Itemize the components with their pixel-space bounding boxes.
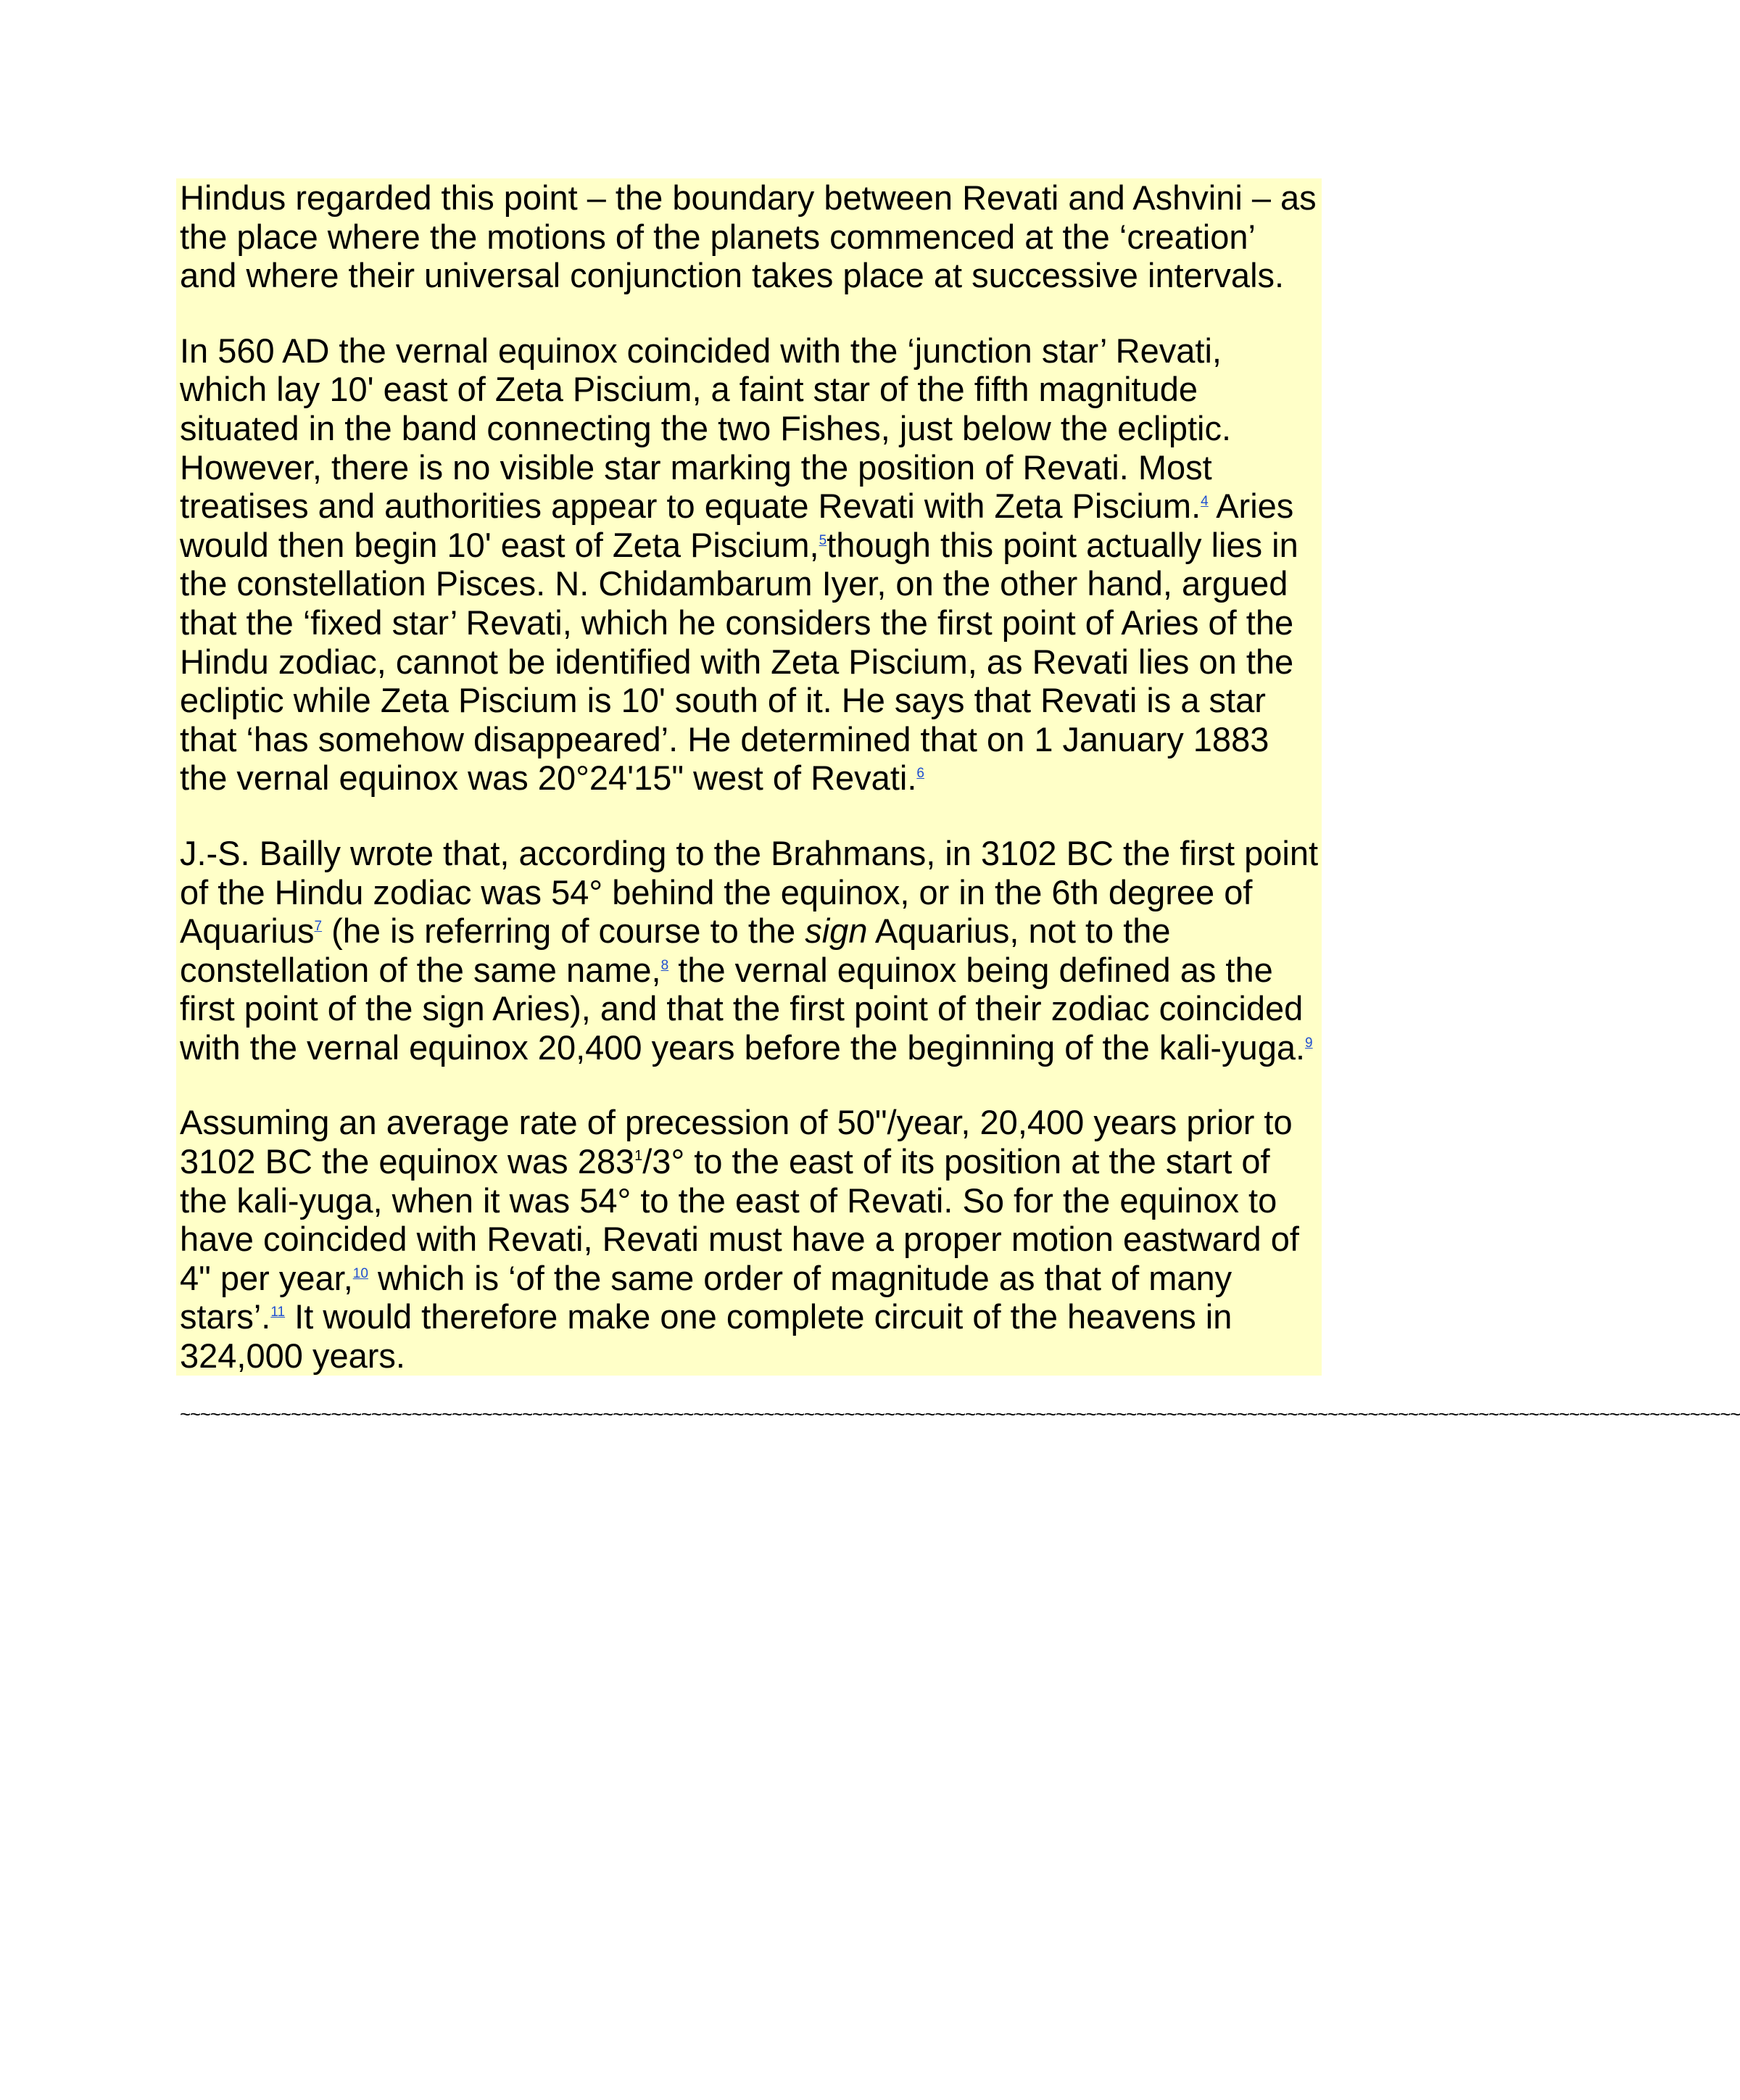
text-line <box>180 1297 1319 1336</box>
text-span: would then begin 10' east of Zeta Piscium, <box>180 525 819 564</box>
text-line <box>180 951 1319 990</box>
text-span: Aquarius <box>180 911 315 951</box>
text-line <box>180 911 1319 951</box>
text-span: 4" per year, <box>180 1258 353 1297</box>
text-line <box>180 758 1319 798</box>
text-span: Aries <box>1208 487 1294 526</box>
text-span: 3102 BC the equinox was 283 <box>180 1142 635 1181</box>
text-line: However, there is no visible star marking the position of Revati. Most <box>180 447 1212 487</box>
text-line: which lay 10' east of Zeta Piscium, a faint star of the fifth magnitude <box>180 370 1198 409</box>
text-span: the vernal equinox was 20°24'15" west of Revati. <box>180 758 917 798</box>
text-line: that ‘has somehow disappeared’. He determined that on 1 January 1883 <box>180 719 1269 758</box>
text-line <box>180 487 1319 526</box>
text-line: 324,000 years. <box>180 1336 405 1376</box>
text-span: constellation of the same name, <box>180 950 661 989</box>
text-span: which is ‘of the same order of magnitude as that of many <box>368 1258 1232 1297</box>
text-line <box>180 1259 1319 1298</box>
footnote-link-6[interactable]: 6 <box>916 766 924 782</box>
paragraph-4 <box>176 1103 1322 1375</box>
footnote-link-5[interactable]: 5 <box>819 532 827 548</box>
text-line: situated in the band connecting the two Fishes, just below the ecliptic. <box>180 408 1232 447</box>
text-span: Aquarius, not to the <box>867 911 1171 951</box>
text-line: first point of the sign Aries), and that the first point of their zodiac coincided <box>180 989 1304 1028</box>
text-line: J.-S. Bailly wrote that, according to the Brahmans, in 3102 BC the first point <box>180 833 1319 872</box>
text-line: that the ‘fixed star’ Revati, which he considers the first point of Aries of the <box>180 603 1294 642</box>
text-line: Hindus regarded this point – the boundary between Revati and Ashvini – as <box>180 178 1317 217</box>
text-line: Assuming an average rate of precession of 50"/year, 20,400 years prior to <box>180 1103 1293 1142</box>
footnote-link-10[interactable]: 10 <box>352 1265 368 1281</box>
footnote-link-11[interactable]: 11 <box>270 1305 286 1320</box>
paragraph-2 <box>176 331 1322 798</box>
text-span: though this point actually lies in <box>826 525 1298 564</box>
paragraph-1 <box>176 178 1322 295</box>
paragraph-3 <box>176 834 1322 1067</box>
text-line: Hindu zodiac, cannot be identified with Zeta Piscium, as Revati lies on the <box>180 642 1294 681</box>
emphasis-text: sign <box>805 911 868 951</box>
highlighted-text-block <box>176 178 1322 1376</box>
text-line: the place where the motions of the planets commenced at the ‘creation’ <box>180 217 1256 256</box>
text-line: the constellation Pisces. N. Chidambarum Iyer, on the other hand, argued <box>180 564 1288 603</box>
text-span: (he is referring of course to the <box>322 911 805 951</box>
footnote-link-8[interactable]: 8 <box>660 957 669 973</box>
text-line <box>180 1028 1319 1067</box>
text-line: the kali-yuga, when it was 54° to the east of Revati. So for the equinox to <box>180 1181 1277 1220</box>
footnote-link-9[interactable]: 9 <box>1305 1035 1313 1051</box>
text-line <box>180 526 1319 565</box>
text-span: /3° to the east of its position at the start of <box>642 1142 1270 1181</box>
text-line: and where their universal conjunction takes place at successive intervals. <box>180 256 1285 295</box>
text-line: of the Hindu zodiac was 54° behind the equinox, or in the 6th degree of <box>180 872 1253 911</box>
fraction-numerator: 1 <box>634 1148 643 1165</box>
text-span: It would therefore make one complete circuit of the heavens in <box>285 1297 1232 1336</box>
footnote-link-4[interactable]: 4 <box>1201 494 1209 510</box>
text-span: stars’. <box>180 1297 271 1336</box>
tilde-separator: ~~~~~~~~~~~~~~~~~~~~~~~~~~~~~~~~~~~~~~~~~~~~~~~~~~~~~~~~~~~~~~~~~~~~~~~~~~~~~~~~~~~~~~~~~~~~~~~~~~~~~~~~~~~~~~~~~~~~~~~~~~~~~~~~~~~~~~~~~~~~~~~~~~~~~~~~~~~ <box>180 1403 1740 1425</box>
text-line: In 560 AD the vernal equinox coincided with the ‘junction star’ Revati, <box>180 331 1222 370</box>
text-line: have coincided with Revati, Revati must have a proper motion eastward of <box>180 1220 1299 1259</box>
text-line: ecliptic while Zeta Piscium is 10' south of it. He says that Revati is a star <box>180 681 1266 720</box>
text-line <box>180 1142 1319 1181</box>
footnote-link-7[interactable]: 7 <box>314 919 323 934</box>
text-span: with the vernal equinox 20,400 years before the beginning of the kali-yuga. <box>180 1028 1306 1067</box>
text-span: the vernal equinox being defined as the <box>668 950 1273 989</box>
text-span: treatises and authorities appear to equate Revati with Zeta Piscium. <box>180 487 1201 526</box>
